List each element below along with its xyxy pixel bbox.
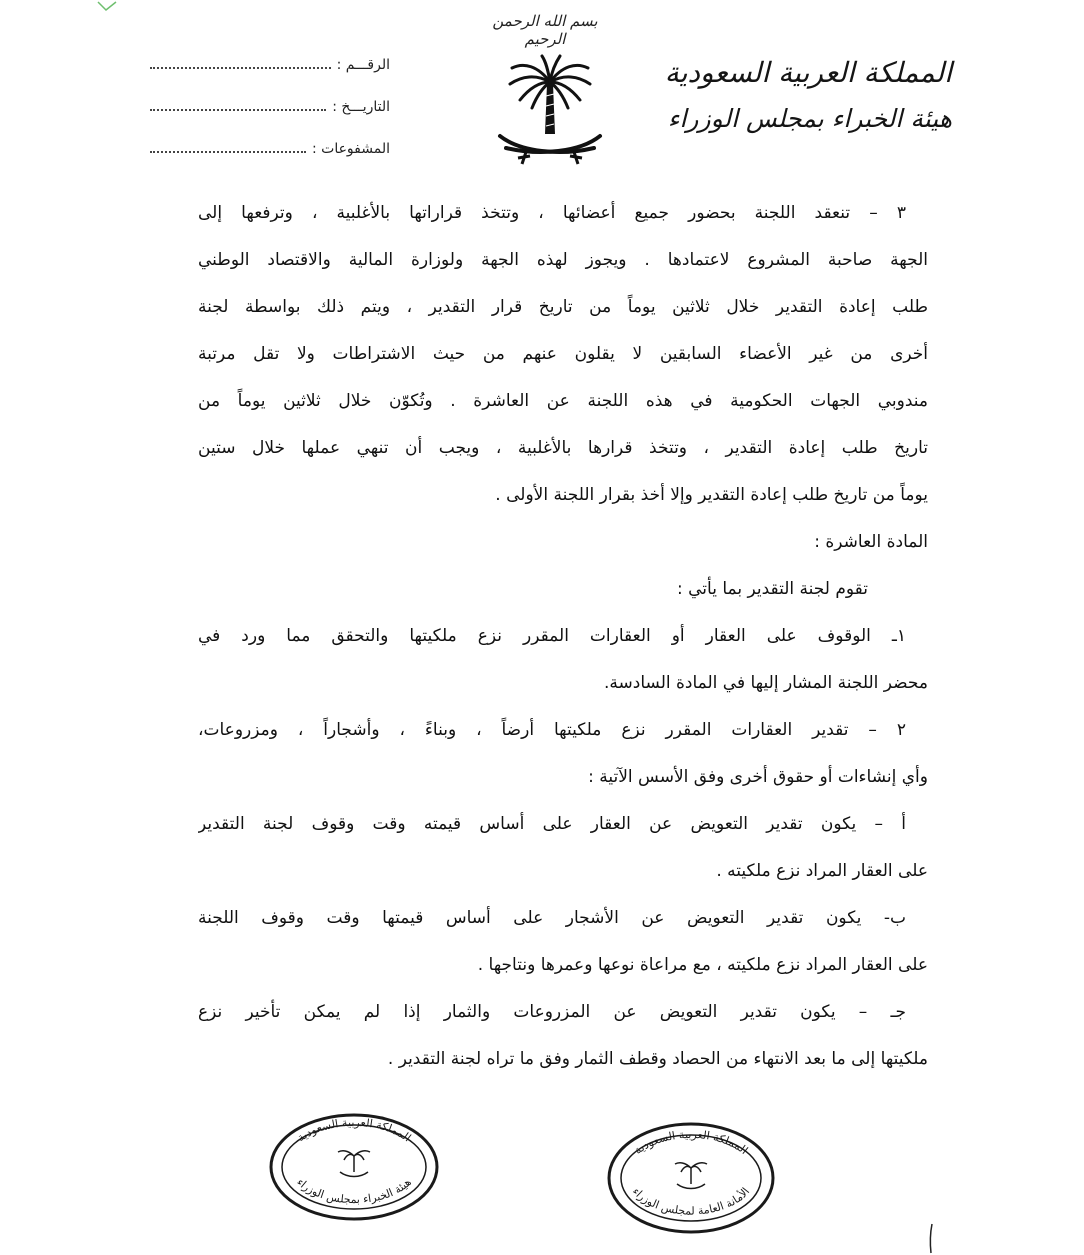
body-line: أ – يكون تقدير التعويض عن العقار على أساس قيمته وقت وقوف لجنة التقدير — [198, 814, 906, 834]
corner-mark — [96, 0, 118, 12]
basmala: بسم الله الرحمن الرحيم — [492, 12, 598, 48]
reference-number-label: الرقـــم : — [336, 57, 390, 73]
date-label: التاريـــخ : — [332, 99, 390, 115]
seal-left-bottom-text: هيئة الخبراء بمجلس الوزراء — [294, 1175, 414, 1207]
body-line: على العقار المراد نزع ملكيته . — [716, 861, 928, 881]
svg-text:المملكة العربية السعودية — [295, 1116, 414, 1144]
body-line: مندوبي الجهات الحكومية في هذه اللجنة عن العاشرة . وتُكوّن خلال ثلاثين يوماً من — [198, 391, 928, 411]
reference-number-field — [150, 57, 390, 73]
body-line: ٣ – تنعقد اللجنة بحضور جميع أعضائها ، وتتخذ قراراتها بالأغلبية ، وترفعها إلى — [198, 203, 906, 223]
margin-mark — [926, 1222, 936, 1255]
body-line: ١ـ الوقوف على العقار أو العقارات المقرر نزع ملكيتها والتحقق مما ورد في — [198, 626, 906, 646]
body-line: تقوم لجنة التقدير بما يأتي : — [676, 579, 868, 599]
cabinet-secretariat-seal — [605, 1120, 777, 1235]
body-line: جـ – يكون تقدير التعويض عن المزروعات والثمار إذا لم يمكن تأخير نزع — [198, 1002, 906, 1022]
attachments-label: المشفوعات : — [311, 141, 390, 157]
org-name-experts-commission: هيئة الخبراء بمجلس الوزراء — [667, 104, 952, 133]
body-text — [198, 190, 928, 1083]
body-line: الجهة صاحبة المشروع لاعتمادها . ويجوز لهذه الجهة ولوزارة المالية والاقتصاد الوطني — [198, 250, 928, 270]
body-line: ملكيتها إلى ما بعد الانتهاء من الحصاد وقطف الثمار وفق ما تراه لجنة التقدير . — [387, 1049, 928, 1069]
seal-left-top-text: المملكة العربية السعودية — [294, 1115, 414, 1145]
article-heading: المادة العاشرة : — [814, 532, 928, 552]
body-line: يوماً من تاريخ طلب إعادة التقدير وإلا أخذ بقرار اللجنة الأولى . — [495, 485, 928, 505]
seal-right-bottom-text: الأمانة العامة لمجلس الوزراء — [629, 1185, 753, 1218]
reference-number-dots — [150, 57, 331, 69]
body-line: طلب إعادة التقدير خلال ثلاثين يوماً من تاريخ قرار التقدير ، ويتم ذلك بواسطة لجنة — [198, 297, 928, 317]
seal-right-top-text: المملكة العربية السعودية — [631, 1127, 751, 1158]
body-line: ب- يكون تقدير التعويض عن الأشجار على أساس قيمتها وقت وقوف اللجنة — [198, 908, 906, 928]
body-line: على العقار المراد نزع ملكيته ، مع مراعاة نوعها وعمرها ونتاجها . — [477, 955, 928, 975]
experts-commission-seal — [268, 1112, 440, 1222]
body-line: محضر اللجنة المشار إليها في المادة السادسة. — [604, 673, 928, 693]
date-field — [150, 99, 390, 115]
attachments-dots — [150, 141, 306, 153]
body-line: تاريخ طلب إعادة التقدير ، وتتخذ قرارها بالأغلبية ، ويجب أن تنهي عملها خلال ستين — [198, 438, 928, 458]
palm-swords-emblem-icon — [490, 52, 610, 177]
org-name-kingdom: المملكة العربية السعودية — [664, 56, 952, 89]
date-dots — [150, 99, 326, 111]
body-line: أخرى من غير الأعضاء السابقين لا يقلون عنهم من حيث الاشتراطات ولا تقل مرتبة — [198, 344, 928, 364]
attachments-field — [150, 141, 390, 157]
body-line: وأي إنشاءات أو حقوق أخرى وفق الأسس الآتية : — [588, 767, 928, 787]
body-line: ٢ – تقدير العقارات المقرر نزع ملكيتها أرضاً ، وبناءً ، وأشجاراً ، ومزروعات، — [198, 720, 906, 740]
